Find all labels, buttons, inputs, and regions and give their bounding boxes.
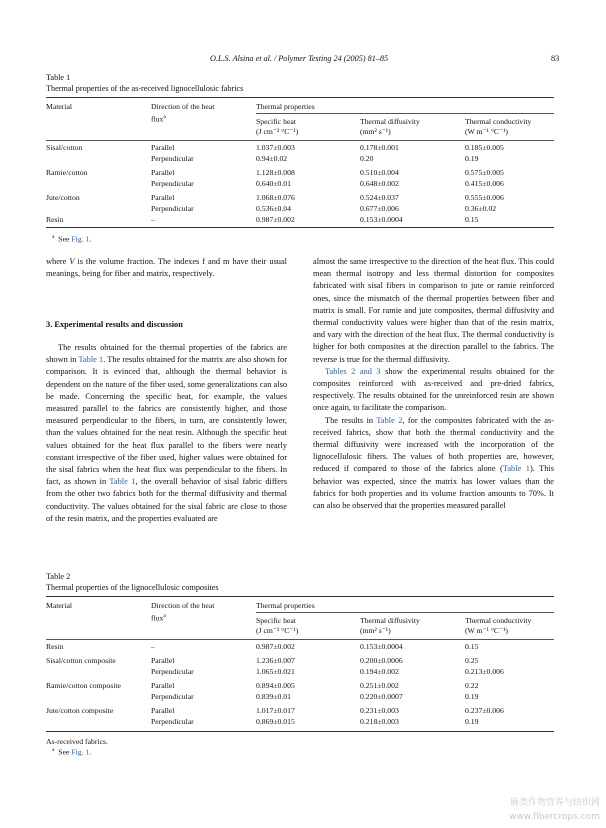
table1-sub-rule [256, 113, 554, 114]
tables-2-3-link[interactable]: Tables 2 and 3 [325, 366, 381, 376]
table2-bottom-rule [46, 731, 554, 732]
table-cell-material: Jute/cotton composite [46, 706, 114, 715]
table-cell-direction: Perpendicular [151, 667, 194, 676]
table1-sub-conductivity: Thermal conductivity (W m⁻¹ °C⁻¹) [465, 117, 532, 136]
table2-col-thermal: Thermal properties [256, 601, 315, 610]
table-cell-thermal-diffusivity: 0.218±0.003 [360, 717, 399, 726]
table1-ref-link-2[interactable]: Table 1 [109, 477, 136, 487]
table-cell-thermal-diffusivity: 0.153±0.0004 [360, 215, 403, 224]
table-cell-material: Sisal/cotton [46, 143, 83, 152]
table1-col-thermal: Thermal properties [256, 102, 315, 111]
table-cell-thermal-diffusivity: 0.200±0.0006 [360, 656, 403, 665]
table-cell-specific-heat: 1.017±0.017 [256, 706, 295, 715]
table1-footnote-link[interactable]: Fig. 1 [71, 234, 90, 244]
table-cell-thermal-conductivity: 0.19 [465, 717, 479, 726]
table2-sub-rule [256, 612, 554, 613]
left-para-1: where V is the volume fraction. The indexes f and m have their usual meanings, being for fiber and matrix, respectively. [46, 257, 288, 279]
table1-caption: Thermal properties of the as-received lignocellulosic fabrics [46, 84, 244, 93]
table-cell-material: Sisal/cotton composite [46, 656, 116, 665]
table1-col-material: Material [46, 102, 73, 111]
section-heading: 3. Experimental results and discussion [46, 320, 183, 329]
table-cell-direction: Parallel [151, 656, 175, 665]
table-cell-thermal-diffusivity: 0.178±0.001 [360, 143, 399, 152]
right-para-1: almost the same irrespective to the direction of the heat flux. This could mean thermal isotropy and less thermal distortion for composites fabricated with sisal fibers in comparison to jute or ramie reinforced ones, since the mismatch of the thermal properties between fiber and matrix is small. For ramie and jute composites, thermal diffusivity and thermal conductivity values were higher than that of the resin matrix, and vary with the direction of the heat flux. The thermal conductivity is higher for both composites at the direction parallel to the fabrics. The reverse is true for the thermal diffusivity. [313, 257, 554, 364]
table-cell-direction: Parallel [151, 681, 175, 690]
table-cell-thermal-diffusivity: 0.677±0.006 [360, 204, 399, 213]
table1-ref-link-3[interactable]: Table 1 [502, 464, 530, 474]
table2-label: Table 2 [46, 572, 71, 581]
table-cell-specific-heat: 1.068±0.076 [256, 193, 295, 202]
table-cell-specific-heat: 1.065±0.021 [256, 667, 295, 676]
table2-header-rule [46, 639, 554, 640]
table-cell-thermal-conductivity: 0.185±0.005 [465, 143, 504, 152]
table-cell-specific-heat: 0.536±0.04 [256, 204, 291, 213]
table-cell-direction: – [151, 642, 155, 651]
table2-col-material: Material [46, 601, 73, 610]
table-cell-material: Jute/cotton [46, 193, 80, 202]
table-cell-thermal-diffusivity: 0.251±0.002 [360, 681, 399, 690]
table1-col-direction: Direction of the heat flux$^a$ [151, 102, 215, 124]
table1-bottom-rule [46, 227, 554, 228]
table-cell-thermal-conductivity: 0.19 [465, 692, 479, 701]
table-cell-specific-heat: 1.037±0.003 [256, 143, 295, 152]
table-cell-direction: Parallel [151, 706, 175, 715]
table1-footnote: $^a$ See Fig. 1. [52, 234, 92, 244]
table-cell-thermal-conductivity: 0.237±0.006 [465, 706, 504, 715]
table1-top-rule [46, 97, 554, 98]
table2-sub-diffusivity: Thermal diffusivity (mm² s⁻¹) [360, 616, 420, 635]
table-cell-direction: Parallel [151, 193, 175, 202]
table2-ref-link[interactable]: Table 2 [376, 415, 403, 425]
table-cell-thermal-conductivity: 0.19 [465, 154, 479, 163]
table1-sub-diffusivity: Thermal diffusivity (mm² s⁻¹) [360, 117, 420, 136]
table-cell-specific-heat: 0.839±0.01 [256, 692, 291, 701]
table-cell-specific-heat: 1.236±0.007 [256, 656, 295, 665]
table-cell-material: Ramie/cotton [46, 168, 88, 177]
table2-top-rule [46, 596, 554, 597]
table2-footnote-link[interactable]: Fig. 1 [71, 747, 90, 757]
table-cell-thermal-conductivity: 0.15 [465, 642, 479, 651]
table-cell-thermal-diffusivity: 0.220±0.0007 [360, 692, 403, 701]
table-cell-thermal-conductivity: 0.575±0.005 [465, 168, 504, 177]
table-cell-material: Resin [46, 642, 64, 651]
page-number: 83 [551, 54, 560, 63]
table-cell-direction: – [151, 215, 155, 224]
table-cell-thermal-diffusivity: 0.510±0.004 [360, 168, 399, 177]
table-cell-thermal-diffusivity: 0.524±0.037 [360, 193, 399, 202]
table-cell-thermal-conductivity: 0.15 [465, 215, 479, 224]
table-cell-thermal-conductivity: 0.22 [465, 681, 479, 690]
table-cell-thermal-conductivity: 0.415±0.006 [465, 179, 504, 188]
right-para-2: Tables 2 and 3 show the experimental results obtained for the composites reinforced with as-received and pre-dried fabrics, respectively. The results obtained for the unreinforced resin are shown once again, to facilitate the comparison. [313, 366, 554, 413]
table-cell-direction: Parallel [151, 168, 175, 177]
table2-footnote: $^a$ See Fig. 1. [52, 747, 92, 757]
table-cell-thermal-diffusivity: 0.153±0.0004 [360, 642, 403, 651]
table-cell-direction: Perpendicular [151, 204, 194, 213]
table2-sub-heat: Specific heat (J cm⁻³ °C⁻¹) [256, 616, 299, 635]
table-cell-specific-heat: 0.869±0.015 [256, 717, 295, 726]
table-cell-thermal-conductivity: 0.25 [465, 656, 479, 665]
table2-note: As-received fabrics. [46, 737, 108, 746]
table-cell-specific-heat: 1.128±0.008 [256, 168, 295, 177]
table-cell-thermal-diffusivity: 0.648±0.002 [360, 179, 399, 188]
table1-sub-heat: Specific heat (J cm⁻³ °C⁻¹) [256, 117, 299, 136]
table-cell-specific-heat: 0.94±0.02 [256, 154, 288, 163]
table-cell-material: Resin [46, 215, 64, 224]
table-cell-thermal-diffusivity: 0.231±0.003 [360, 706, 399, 715]
right-para-3: The results in Table 2, for the composites fabricated with the as-received fabrics, show that both the thermal conductivity and the thermal diffusivity were increased with the incorporation of the lignocellulosic fibers. The values of both properties are, however, reduced if compared to those of the fabrics alone (Table 1). This behavior was expected, since the matrix has lower values than the fabrics for both properties and its volume fraction amounts to 70%. It can also be observed that the properties measured parallel [313, 415, 555, 511]
table-cell-thermal-diffusivity: 0.194±0.002 [360, 667, 399, 676]
table2-sub-conductivity: Thermal conductivity (W m⁻¹ °C⁻¹) [465, 616, 532, 635]
table1-label: Table 1 [46, 73, 71, 82]
table2-caption: Thermal properties of the lignocellulosic composites [46, 583, 219, 592]
table-cell-direction: Perpendicular [151, 692, 194, 701]
table-cell-direction: Perpendicular [151, 179, 194, 188]
table-cell-material: Ramie/cotton composite [46, 681, 121, 690]
left-para-2: The results obtained for the thermal properties of the fabrics are shown in Table 1. The results obtained for the matrix are also shown for comparison. It is evinced that, although the thermal behavior is dependent on the nature of the fiber used, some generalizations can also be made. Concerning the specific heat, for example, the values measured parallel to the fabrics are consistently higher, and those measured perpendicular to the fibers, in turn, are consistently lower, than the values obtained for the neat resin. Although the specific heat values obtained for the heat flux parallel to the fibers were nearly constant irrespective of the fiber used, higher values were obtained for the sisal fabrics when the heat flux was perpendicular to the fibers. In fact, as shown in Table 1, the overall behavior of sisal fabric differs from the other two fabrics both for the thermal diffusivity and thermal conductivity. The values obtained for the sisal fabric are close to those of the resin matrix, and the properties evaluated are [46, 343, 288, 523]
table-cell-direction: Perpendicular [151, 717, 194, 726]
right-column [313, 256, 554, 512]
table-cell-thermal-conductivity: 0.555±0.006 [465, 193, 504, 202]
table-cell-specific-heat: 0.987±0.002 [256, 215, 295, 224]
table1-ref-link[interactable]: Table 1 [78, 355, 104, 365]
table-cell-thermal-conductivity: 0.213±0.006 [465, 667, 504, 676]
site-watermark: 麻类作物营养与纺织网 www.fibercrops.com [509, 798, 600, 822]
running-title: O.L.S. Alsina et al. / Polymer Testing 24 (2005) 81–85 [210, 54, 389, 63]
table2-col-direction: Direction of the heat flux$^a$ [151, 601, 215, 623]
table-cell-specific-heat: 0.987±0.002 [256, 642, 295, 651]
table-cell-direction: Parallel [151, 143, 175, 152]
table1-header-rule [46, 140, 554, 141]
table-cell-thermal-conductivity: 0.36±0.02 [465, 204, 497, 213]
table-cell-direction: Perpendicular [151, 154, 194, 163]
table-cell-thermal-diffusivity: 0.20 [360, 154, 374, 163]
table-cell-specific-heat: 0.894±0.005 [256, 681, 295, 690]
table-cell-specific-heat: 0.640±0.01 [256, 179, 291, 188]
